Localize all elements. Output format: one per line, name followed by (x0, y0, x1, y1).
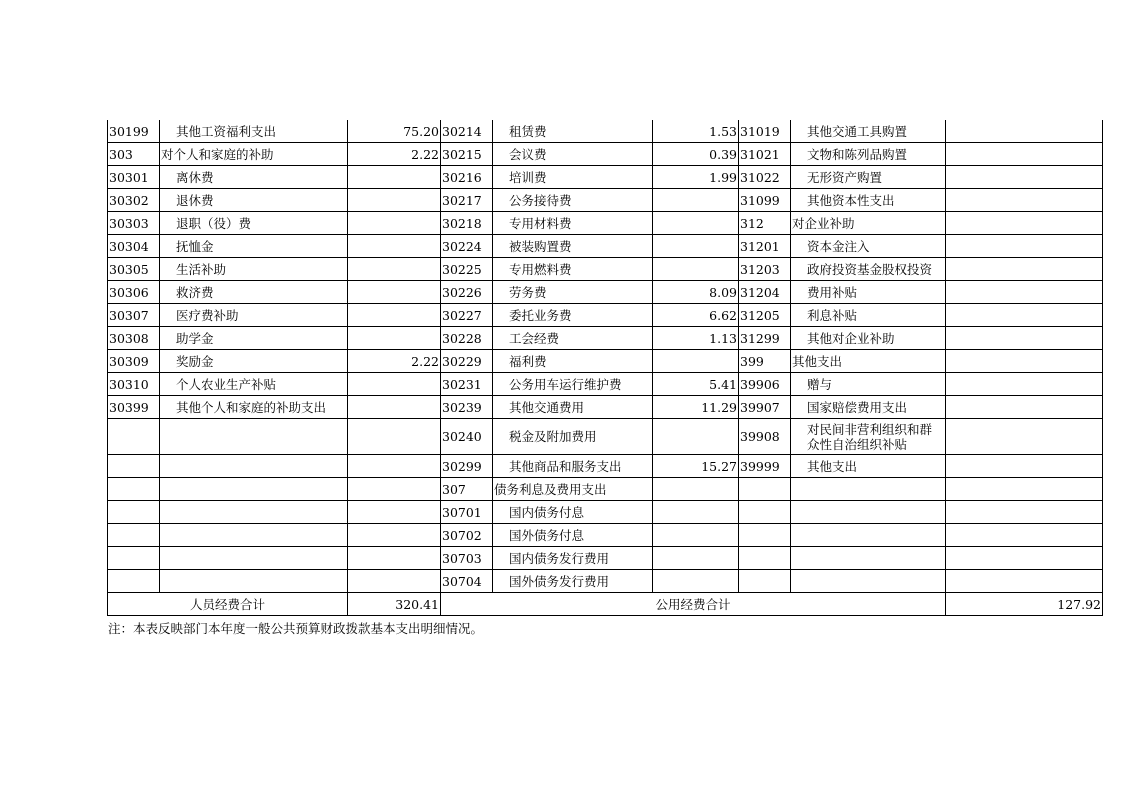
code-cell: 30303 (108, 212, 160, 235)
code-cell (108, 419, 160, 455)
code-cell: 30226 (441, 281, 493, 304)
amount-cell (348, 455, 441, 478)
amount-cell (946, 570, 1103, 593)
amount-cell (946, 350, 1103, 373)
item-name-cell: 福利费 (493, 350, 653, 373)
amount-cell: 5.41 (653, 373, 739, 396)
item-name-cell: 被装购置费 (493, 235, 653, 258)
amount-cell: 1.99 (653, 166, 739, 189)
item-name-cell: 专用材料费 (493, 212, 653, 235)
code-cell (739, 524, 791, 547)
item-name-cell: 劳务费 (493, 281, 653, 304)
amount-cell (348, 281, 441, 304)
table-row (108, 143, 1103, 166)
code-cell: 30199 (108, 120, 160, 143)
table-row (108, 350, 1103, 373)
amount-cell (653, 212, 739, 235)
amount-cell (348, 189, 441, 212)
item-name-cell (160, 570, 348, 593)
code-cell: 30217 (441, 189, 493, 212)
item-name-cell: 其他交通费用 (493, 396, 653, 419)
amount-cell (946, 143, 1103, 166)
item-name-cell (160, 547, 348, 570)
amount-cell (653, 235, 739, 258)
amount-cell (946, 419, 1103, 455)
item-name-cell: 专用燃料费 (493, 258, 653, 281)
amount-cell (946, 524, 1103, 547)
item-name-cell: 债务利息及费用支出 (493, 478, 653, 501)
code-cell: 30302 (108, 189, 160, 212)
code-cell: 39906 (739, 373, 791, 396)
item-name-cell: 公务用车运行维护费 (493, 373, 653, 396)
table-row (108, 501, 1103, 524)
item-name-cell: 医疗费补助 (160, 304, 348, 327)
table-note: 注：本表反映部门本年度一般公共预算财政拨款基本支出明细情况。 (108, 621, 484, 636)
item-name-cell: 生活补助 (160, 258, 348, 281)
table-row (108, 396, 1103, 419)
code-cell: 39907 (739, 396, 791, 419)
code-cell: 30305 (108, 258, 160, 281)
item-name-cell: 其他工资福利支出 (160, 120, 348, 143)
amount-cell (946, 189, 1103, 212)
code-cell: 30214 (441, 120, 493, 143)
amount-cell (946, 258, 1103, 281)
code-cell (108, 547, 160, 570)
amount-cell (946, 373, 1103, 396)
code-cell: 30304 (108, 235, 160, 258)
item-name-cell: 国外债务付息 (493, 524, 653, 547)
amount-cell (348, 396, 441, 419)
code-cell: 303 (108, 143, 160, 166)
item-name-cell (160, 455, 348, 478)
code-cell: 307 (441, 478, 493, 501)
code-cell: 31099 (739, 189, 791, 212)
code-cell (108, 455, 160, 478)
code-cell: 30308 (108, 327, 160, 350)
code-cell: 30240 (441, 419, 493, 455)
item-name-cell: 资本金注入 (791, 235, 946, 258)
code-cell: 31205 (739, 304, 791, 327)
code-cell: 39908 (739, 419, 791, 455)
amount-cell: 0.39 (653, 143, 739, 166)
table-row (108, 524, 1103, 547)
item-name-cell: 其他交通工具购置 (791, 120, 946, 143)
code-cell: 30225 (441, 258, 493, 281)
table-row (108, 327, 1103, 350)
amount-cell: 6.62 (653, 304, 739, 327)
amount-cell (348, 570, 441, 593)
code-cell: 30239 (441, 396, 493, 419)
table-row (108, 547, 1103, 570)
amount-cell: 1.13 (653, 327, 739, 350)
amount-cell (653, 570, 739, 593)
item-name-cell: 对民间非营利组织和群众性自治组织补贴 (791, 419, 946, 455)
code-cell (108, 478, 160, 501)
personnel-total-value: 320.41 (348, 593, 441, 616)
code-cell: 312 (739, 212, 791, 235)
amount-cell (946, 281, 1103, 304)
item-name-cell: 委托业务费 (493, 304, 653, 327)
item-name-cell (160, 524, 348, 547)
amount-cell: 1.53 (653, 120, 739, 143)
amount-cell (946, 501, 1103, 524)
item-name-cell (791, 547, 946, 570)
item-name-cell: 利息补贴 (791, 304, 946, 327)
item-name-cell: 国内债务发行费用 (493, 547, 653, 570)
table-row (108, 373, 1103, 396)
public-total-value: 127.92 (946, 593, 1103, 616)
item-name-cell: 租赁费 (493, 120, 653, 143)
code-cell: 30703 (441, 547, 493, 570)
code-cell: 30399 (108, 396, 160, 419)
code-cell: 30231 (441, 373, 493, 396)
item-name-cell: 文物和陈列品购置 (791, 143, 946, 166)
item-name-cell: 对个人和家庭的补助 (160, 143, 348, 166)
code-cell: 30301 (108, 166, 160, 189)
item-name-cell: 其他资本性支出 (791, 189, 946, 212)
code-cell: 30215 (441, 143, 493, 166)
amount-cell: 2.22 (348, 143, 441, 166)
item-name-cell (791, 478, 946, 501)
table-row (108, 258, 1103, 281)
amount-cell: 15.27 (653, 455, 739, 478)
amount-cell (653, 258, 739, 281)
code-cell: 30307 (108, 304, 160, 327)
item-name-cell (160, 419, 348, 455)
table-row (108, 166, 1103, 189)
code-cell: 30310 (108, 373, 160, 396)
code-cell: 30227 (441, 304, 493, 327)
amount-cell: 8.09 (653, 281, 739, 304)
amount-cell (348, 547, 441, 570)
table-row (108, 120, 1103, 143)
item-name-cell (160, 501, 348, 524)
code-cell (108, 501, 160, 524)
item-name-cell: 救济费 (160, 281, 348, 304)
item-name-cell: 其他商品和服务支出 (493, 455, 653, 478)
amount-cell (946, 547, 1103, 570)
item-name-cell: 税金及附加费用 (493, 419, 653, 455)
item-name-cell: 助学金 (160, 327, 348, 350)
amount-cell (348, 212, 441, 235)
amount-cell (348, 419, 441, 455)
item-name-cell: 其他支出 (791, 455, 946, 478)
code-cell: 31201 (739, 235, 791, 258)
code-cell: 30216 (441, 166, 493, 189)
item-name-cell: 工会经费 (493, 327, 653, 350)
item-name-cell: 培训费 (493, 166, 653, 189)
expenditure-detail-table (107, 120, 1103, 616)
code-cell: 31021 (739, 143, 791, 166)
amount-cell (653, 478, 739, 501)
item-name-cell: 其他对企业补助 (791, 327, 946, 350)
code-cell: 31203 (739, 258, 791, 281)
code-cell: 30218 (441, 212, 493, 235)
amount-cell (348, 524, 441, 547)
code-cell: 30309 (108, 350, 160, 373)
code-cell: 30702 (441, 524, 493, 547)
item-name-cell: 对企业补助 (791, 212, 946, 235)
table-row (108, 235, 1103, 258)
code-cell: 30299 (441, 455, 493, 478)
amount-cell (946, 327, 1103, 350)
personnel-total-label: 人员经费合计 (108, 593, 348, 616)
code-cell (739, 501, 791, 524)
amount-cell (946, 455, 1103, 478)
item-name-cell: 其他个人和家庭的补助支出 (160, 396, 348, 419)
code-cell: 31204 (739, 281, 791, 304)
code-cell: 30704 (441, 570, 493, 593)
code-cell (739, 570, 791, 593)
table-row (108, 570, 1103, 593)
item-name-cell (791, 524, 946, 547)
table-row (108, 189, 1103, 212)
table-row (108, 478, 1103, 501)
amount-cell (946, 396, 1103, 419)
item-name-cell: 抚恤金 (160, 235, 348, 258)
amount-cell (348, 258, 441, 281)
code-cell: 31299 (739, 327, 791, 350)
item-name-cell: 其他支出 (791, 350, 946, 373)
amount-cell (348, 327, 441, 350)
code-cell: 30701 (441, 501, 493, 524)
code-cell: 30229 (441, 350, 493, 373)
item-name-cell (160, 478, 348, 501)
amount-cell (348, 501, 441, 524)
item-name-cell: 会议费 (493, 143, 653, 166)
amount-cell (348, 373, 441, 396)
table-row (108, 419, 1103, 455)
totals-row (108, 593, 1103, 616)
item-name-cell: 国外债务发行费用 (493, 570, 653, 593)
item-name-cell (791, 570, 946, 593)
table-row (108, 281, 1103, 304)
item-name-cell: 国内债务付息 (493, 501, 653, 524)
item-name-cell: 离休费 (160, 166, 348, 189)
amount-cell (653, 524, 739, 547)
amount-cell (946, 212, 1103, 235)
code-cell (739, 547, 791, 570)
table-row (108, 455, 1103, 478)
amount-cell (348, 235, 441, 258)
amount-cell (653, 501, 739, 524)
amount-cell (946, 304, 1103, 327)
amount-cell (653, 547, 739, 570)
amount-cell (653, 189, 739, 212)
item-name-cell: 费用补贴 (791, 281, 946, 304)
public-total-label: 公用经费合计 (441, 593, 946, 616)
amount-cell (946, 120, 1103, 143)
amount-cell (653, 350, 739, 373)
item-name-cell: 奖励金 (160, 350, 348, 373)
amount-cell (946, 235, 1103, 258)
amount-cell (348, 304, 441, 327)
code-cell: 31022 (739, 166, 791, 189)
amount-cell: 2.22 (348, 350, 441, 373)
item-name-cell: 个人农业生产补贴 (160, 373, 348, 396)
item-name-cell: 政府投资基金股权投资 (791, 258, 946, 281)
code-cell: 31019 (739, 120, 791, 143)
code-cell: 39999 (739, 455, 791, 478)
code-cell (108, 524, 160, 547)
amount-cell (348, 478, 441, 501)
amount-cell (348, 166, 441, 189)
amount-cell (946, 166, 1103, 189)
item-name-cell: 退职（役）费 (160, 212, 348, 235)
amount-cell (653, 419, 739, 455)
code-cell: 30228 (441, 327, 493, 350)
table-row (108, 304, 1103, 327)
code-cell: 399 (739, 350, 791, 373)
table-row (108, 212, 1103, 235)
item-name-cell: 退休费 (160, 189, 348, 212)
item-name-cell: 国家赔偿费用支出 (791, 396, 946, 419)
code-cell (739, 478, 791, 501)
item-name-cell: 无形资产购置 (791, 166, 946, 189)
code-cell (108, 570, 160, 593)
item-name-cell: 赠与 (791, 373, 946, 396)
amount-cell: 11.29 (653, 396, 739, 419)
item-name-cell: 公务接待费 (493, 189, 653, 212)
code-cell: 30306 (108, 281, 160, 304)
code-cell: 30224 (441, 235, 493, 258)
amount-cell (946, 478, 1103, 501)
item-name-cell (791, 501, 946, 524)
amount-cell: 75.20 (348, 120, 441, 143)
